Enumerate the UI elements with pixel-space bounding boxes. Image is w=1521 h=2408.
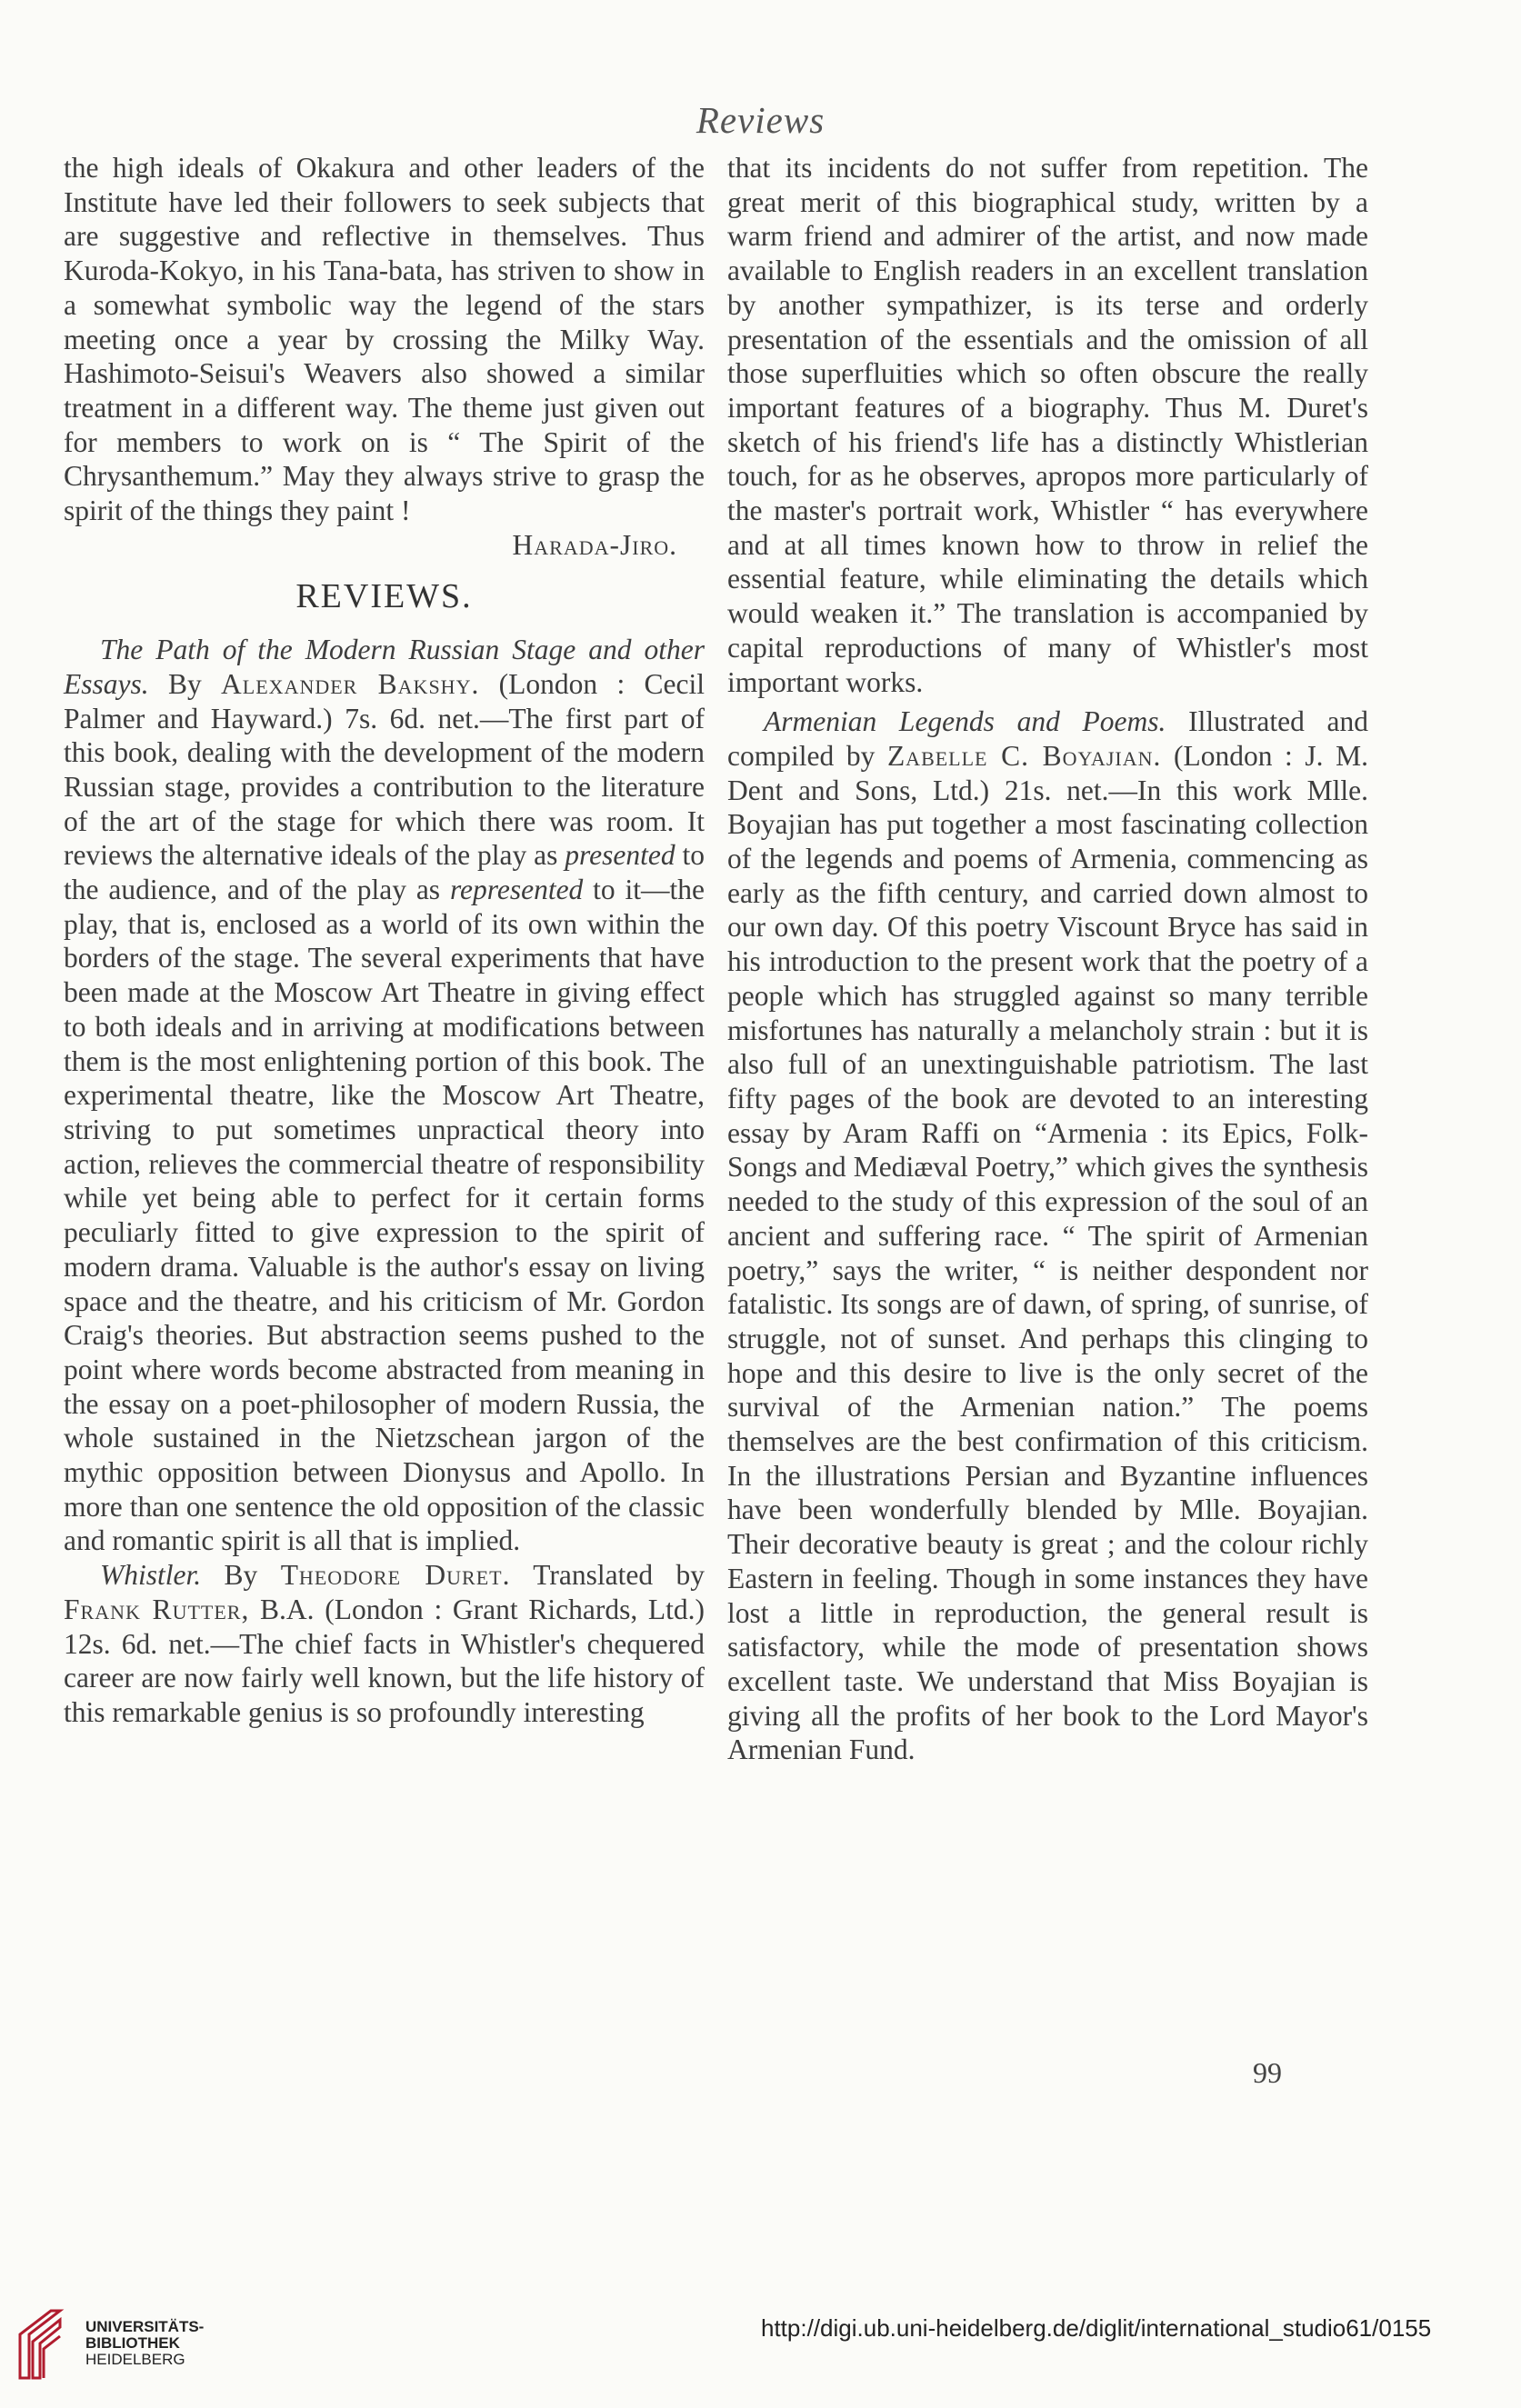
- review-russian-stage: [64, 633, 705, 1558]
- review-body: to the audience, and of the play as: [64, 839, 705, 906]
- review-title: Whistler.: [100, 1559, 202, 1592]
- review-author: Zabelle C. Boyajian.: [886, 739, 1162, 772]
- review-publisher: (London : Cecil Palmer and Hayward.): [64, 667, 705, 734]
- running-title: Reviews: [695, 99, 826, 141]
- review-armenian: [727, 704, 1368, 1767]
- review-by: By: [224, 1559, 258, 1592]
- review-title: Armenian Legends and Poems.: [764, 705, 1166, 738]
- review-title: The Path of the Modern Russian Stage and other Essays.: [64, 634, 705, 700]
- review-body: —In this work Mlle. Boyajian has put together a most fascinating collection of the legends and poems of Armenia, commencing as early as the fifth century, and carried down almost to our own day. Of this poetry Viscount Bryce has said in his introduction to the present work that the poetry of a people which has struggled against so many terrible misfortunes has naturally a melancholy strain : but it is also full of an unextinguishable patriotism. The last fifty pages of the book are devoted to an interesting essay by Aram Raffi on “Armenia : its Epics, Folk-Songs and Mediæval Poetry,” which gives the synthesis needed to the study of this expression of the soul of an ancient and suffering race. “ The spirit of Armenian poetry,” says the writer, “ is neither despondent nor fatalistic. Its songs are of dawn, of spring, of sunrise, of struggle, not of sunset. And perhaps this clinging to hope and this desire to live is the only secret of the survival of the Armenian nation.” The poems themselves are the best confirmation of this criticism. In the illustrations Persian and Byzantine influences have been wonderfully blended by Mlle. Boyajian. Their decorative beauty is great ; and the colour richly Eastern in feeling. Though in some instances they have lost a little in reproduction, the general result is satisfactory, while the mode of presentation shows excellent taste. We understand that Miss Boyajian is giving all the profits of her book to the Lord Mayor's Armenian Fund.: [727, 774, 1368, 1766]
- library-logo-icon: [13, 2307, 67, 2380]
- review-translator-degree: B.A.: [260, 1593, 315, 1625]
- review-author: Alexander Bakshy.: [221, 667, 480, 700]
- review-publisher: (London : Grant Richards, Ltd.): [325, 1593, 705, 1625]
- review-by: By: [167, 667, 202, 700]
- review-body: to it—the play, that is, enclosed as a world of its own within the borders of the stage. The several experiments that have been made at the Moscow Art Theatre in giving effect to both ideals and in arriving at modifications between them is the most enlightening portion of this book. The experimental theatre, like the Moscow Art Theatre, striving to put sometimes unpractical theory into action, relieves the commercial theatre of responsibility while yet being able to perfect for it certain forms peculiarly fitted to give expression to the spirit of modern drama. Valuable is the author's essay on living space and the theatre, and his criticism of Mr. Gordon Craig's theories. But abstraction seems pushed to the point where words become abstracted from meaning in the essay on a poet-philosopher of modern Russia, the whole sustained in the Nietzschean jargon of the mythic opposition between Dionysus and Apollo. In more than one sentence the old opposition of the classic and romantic spirit is all that is implied.: [64, 874, 705, 1557]
- review-compiled: Illustrated and compiled by: [727, 705, 1369, 772]
- review-whistler-continued: that its incidents do not suffer from repetition. The great merit of this biographical study, written by a warm friend and admirer of the artist, and now made available to English readers in an excellent translation by another sympathizer, is its terse and orderly presentation of the essentials and the omission of all those superfluities which so often obscure the really important features of a biography. Thus M. Duret's sketch of his friend's life has a distinctly Whistlerian touch, for as he observes, apropos more particularly of the master's portrait work, Whistler “ has everywhere and at all times known how to throw in relief the essential feature, while eliminating the details which would weaken it.” The translation is accompanied by capital reproductions of many of Whistler's most important works.: [727, 152, 1368, 698]
- library-name-line: BIBLIOTHEK: [85, 2334, 180, 2352]
- section-heading: REVIEWS.: [295, 577, 473, 616]
- review-price: 7s. 6d. net.: [345, 702, 480, 734]
- review-emphasis: represented: [449, 874, 584, 906]
- review-body: —The first part of this book, dealing with the development of the modern Russian stage, provides a contribution to the literature of the art of the stage for which there was room. It reviews the alternative ideals of the play as: [64, 702, 705, 872]
- library-name-line: HEIDELBERG: [85, 2351, 185, 2368]
- left-column: [64, 151, 705, 1730]
- source-url-link[interactable]: http://digi.ub.uni-heidelberg.de/diglit/international_studio61/0155: [761, 2314, 1432, 2342]
- library-name: [85, 2319, 204, 2368]
- review-author: Theodore Duret.: [280, 1559, 511, 1592]
- signature: Harada-Jiro.: [512, 528, 677, 561]
- review-whistler: [64, 1558, 705, 1730]
- right-column: [727, 151, 1368, 1767]
- library-name-line: UNIVERSITÄTS-: [85, 2318, 205, 2335]
- review-publisher: (London : J. M. Dent and Sons, Ltd.): [727, 739, 1369, 806]
- review-body: —The chief facts in Whistler's chequered career are now fairly well known, but the life history of this remarkable genius is so profoundly interesting: [64, 1627, 705, 1728]
- review-price: 12s. 6d. net.: [64, 1627, 211, 1660]
- review-translated: Translated by: [533, 1559, 705, 1592]
- page-number: 99: [1253, 2056, 1282, 2089]
- intro-paragraph: the high ideals of Okakura and other leaders of the Institute have led their followers to seek subjects that are suggestive and reflective in themselves. Thus Kuroda-Kokyo, in his Tana-bata, has striven to show in a somewhat symbolic way the legend of the stars meeting once a year by crossing the Milky Way. Hashimoto-Seisui's Weavers also showed a similar treatment in a different way. The theme just given out for members to work on is “ The Spirit of the Chrysanthemum.” May they always strive to grasp the spirit of the things they paint !: [64, 152, 705, 527]
- review-emphasis: presented: [565, 839, 675, 872]
- review-translator: Frank Rutter,: [64, 1593, 250, 1625]
- review-price: 21s. net.: [1004, 774, 1109, 806]
